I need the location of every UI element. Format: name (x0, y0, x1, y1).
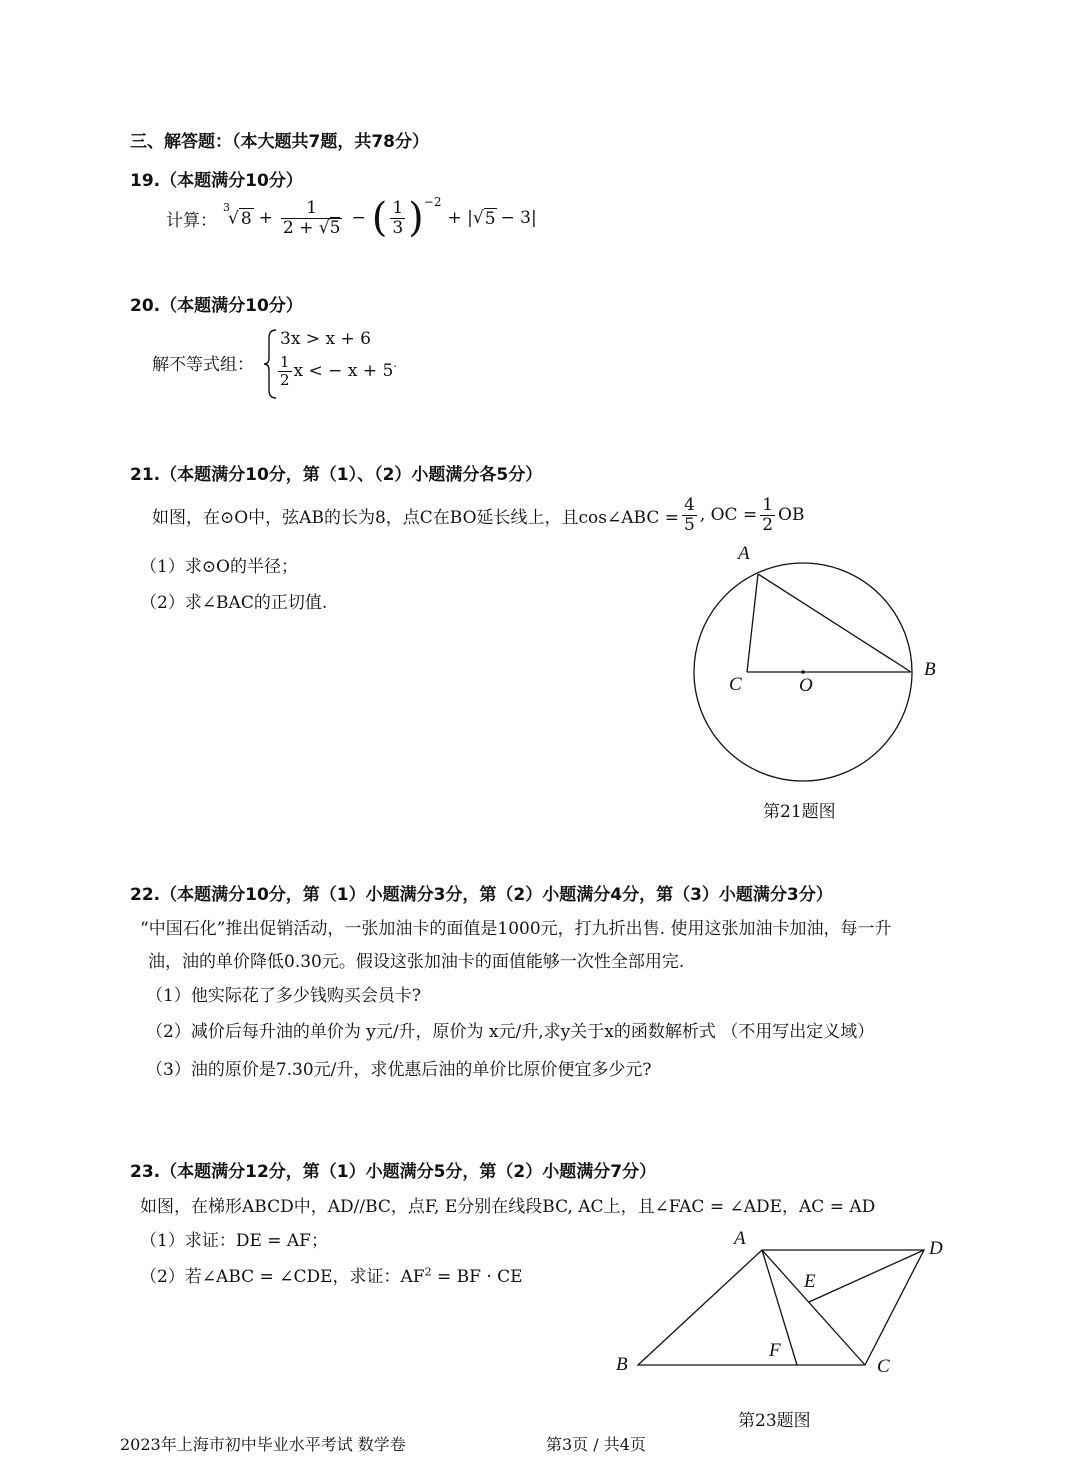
label-b: B (924, 659, 936, 680)
q20-prefix: 解不等式组： (152, 355, 254, 375)
section-title: 三、解答题：（本大题共7题，共78分） (130, 132, 429, 152)
q21-caption: 第21题图 (763, 802, 836, 822)
label-c: C (729, 674, 742, 695)
label-o: O (799, 675, 813, 696)
q19-expression: 计算： $^3$√ 8 + $\frac{1}{2 + √5}$ − ( $\frac{1}{3}$ ) $^{-2}$ + | √ 5 − 3| (166, 195, 537, 241)
q20-ineq-1: 3x > x + 6 (280, 329, 371, 349)
q23-sub2: （2）若∠ABC = ∠CDE，求证：$AF^2$ = BF · CE (140, 1265, 523, 1287)
q23-figure (600, 1222, 960, 1392)
label-b: B (616, 1354, 628, 1375)
footer-title: 2023年上海市初中毕业水平考试 数学卷 (120, 1435, 406, 1454)
q20-header: 20.（本题满分10分） (130, 296, 303, 316)
trapezoid-abcd (638, 1250, 924, 1365)
q21-figure (680, 535, 950, 795)
label-f: F (769, 1340, 781, 1361)
q22-header: 22.（本题满分10分，第（1）小题满分3分，第（2）小题满分4分，第（3）小题满分3分） (130, 885, 833, 905)
q19-cuberoot: $^3$√ 8 (223, 201, 252, 229)
label-c: C (877, 1356, 890, 1377)
segment-ab (758, 574, 911, 672)
center-dot (801, 670, 805, 674)
q19-header: 19.（本题满分10分） (130, 171, 303, 191)
q19-fraction: $\frac{1}{2 + √5}$ (282, 197, 341, 238)
q22-sub1: （1）他实际花了多少钱购买会员卡? (146, 986, 421, 1006)
q21-sub2: （2）求∠BAC的正切值. (140, 593, 328, 613)
q21-stem: 如图，在⊙O中，弦AB的长为8，点C在BO延长线上，且cos∠ABC = $\frac{4}{5}$ , OC = $\frac{1}{2}$ OB (152, 495, 805, 535)
q20-ineq-2: $\frac{1}{2}$ x < − x + 5 . (280, 353, 398, 389)
q22-sub2: （2）减价后每升油的单价为 y元/升，原价为 x元/升,求y关于x的函数解析式 （不用写出定义域） (146, 1022, 875, 1042)
q23-header: 23.（本题满分12分，第（1）小题满分5分，第（2）小题满分7分） (130, 1162, 657, 1182)
label-e: E (804, 1271, 816, 1292)
segment-ac (747, 574, 758, 672)
q23-sub1: （1）求证：DE = AF； (140, 1231, 328, 1251)
label-d: D (929, 1238, 943, 1259)
q23-stem: 如图，在梯形ABCD中，AD//BC，点F, E分别在线段BC, AC上，且∠FAC = ∠ADE，AC = AD (140, 1197, 876, 1217)
q19-paren-fraction: $\frac{1}{3}$ (392, 197, 404, 238)
q22-stem-1: “中国石化”推出促销活动，一张加油卡的面值是1000元，打九折出售. 使用这张加油卡加油，每一升 (140, 919, 892, 939)
q20-brace (262, 328, 278, 400)
q19-prefix: 计算： (166, 210, 217, 231)
q22-stem-2: 油，油的单价降低0.30元。假设这张加油卡的面值能够一次性全部用完. (148, 952, 685, 972)
q21-header: 21.（本题满分10分，第（1）、（2）小题满分各5分） (130, 465, 543, 485)
label-a: A (738, 543, 750, 564)
footer-page-number: 第3页 / 共4页 (546, 1435, 646, 1454)
q23-caption: 第23题图 (738, 1411, 811, 1431)
q22-sub3: （3）油的原价是7.30元/升，求优惠后油的单价比原价便宜多少元? (146, 1060, 652, 1080)
q21-sub1: （1）求⊙O的半径； (140, 557, 298, 577)
segment-de (809, 1250, 924, 1302)
label-a: A (734, 1228, 746, 1249)
